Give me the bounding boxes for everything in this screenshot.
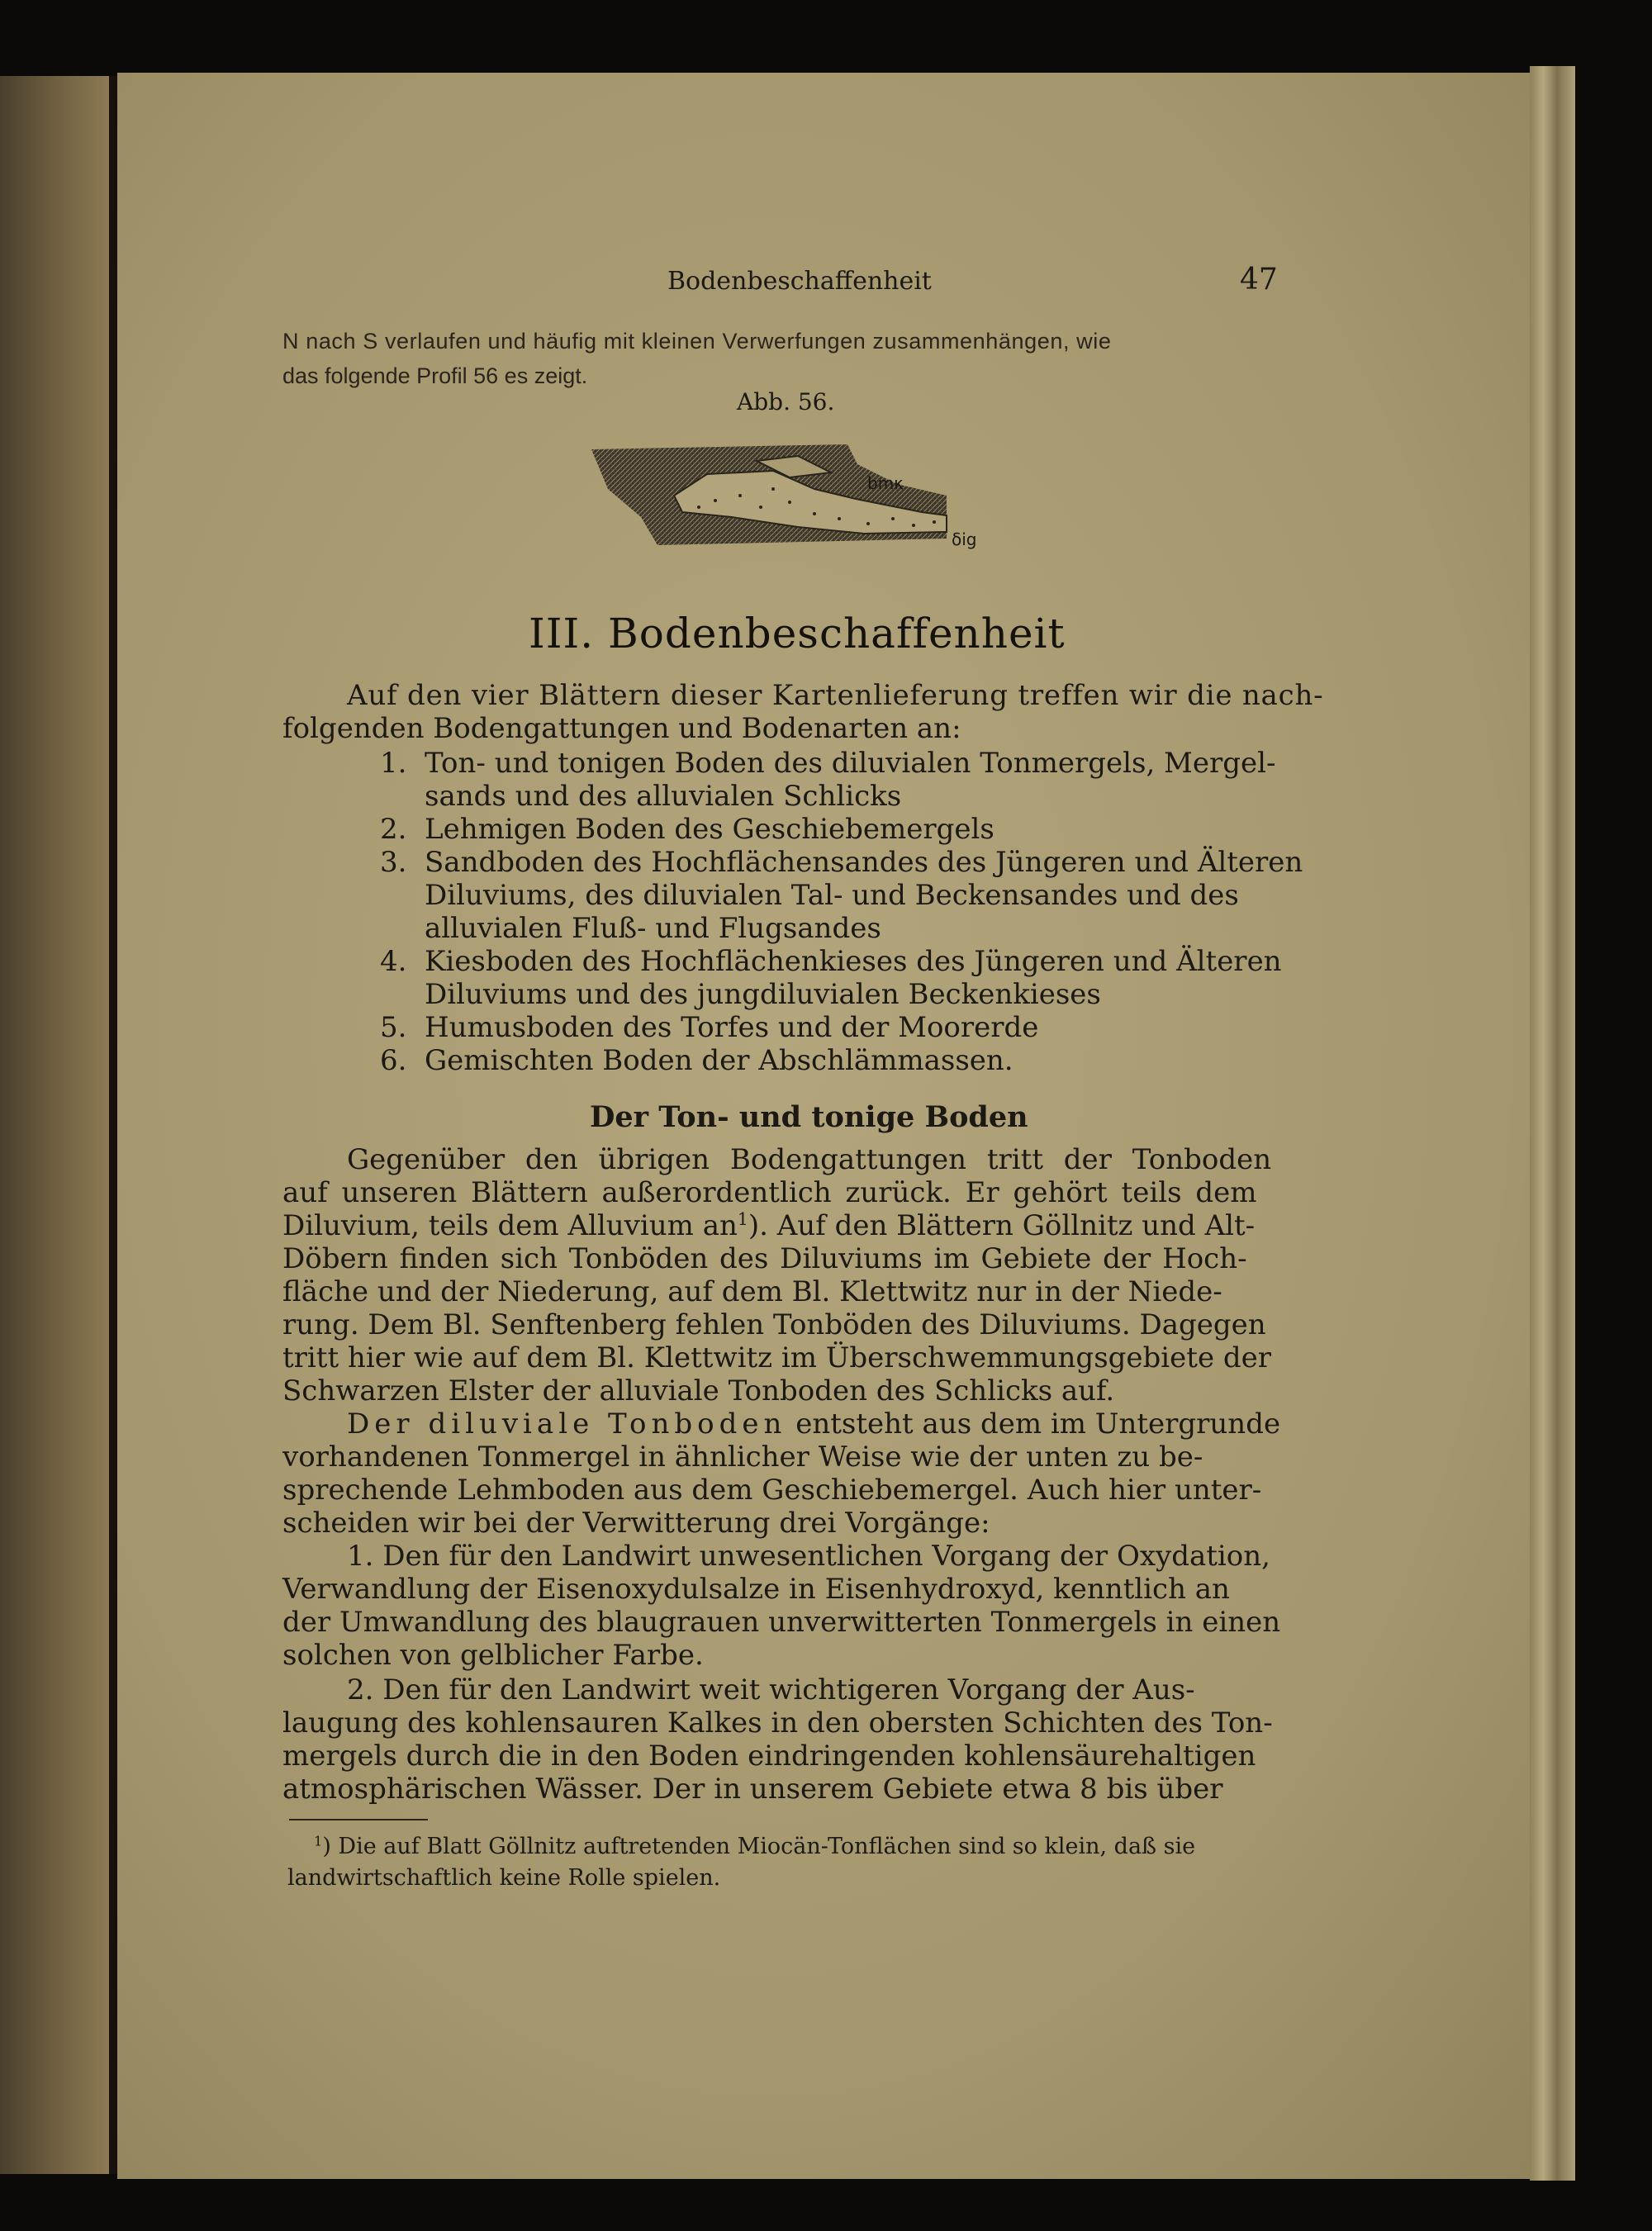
- p1-line-7: tritt hier wie auf dem Bl. Klettwitz im Überschwemmungsgebiete der: [282, 1341, 1272, 1374]
- p2-line-1: [347, 1407, 1280, 1441]
- p1-line-6: rung. Dem Bl. Senftenberg fehlen Tonböden des Diluviums. Dagegen: [282, 1308, 1266, 1341]
- figure-label-lower: δig: [952, 529, 977, 549]
- p1-line-8: Schwarzen Elster der alluviale Tonboden des Schlicks auf.: [282, 1374, 1115, 1407]
- p1-line-4: Döbern finden sich Tonböden des Diluviums im Gebiete der Hoch-: [282, 1242, 1247, 1275]
- p3-line-4: solchen von gelblicher Farbe.: [282, 1639, 704, 1672]
- geological-profile-figure: [583, 441, 988, 565]
- list-item-1-line-2: sands und des alluvialen Schlicks: [425, 780, 902, 813]
- p1-line-1: Gegenüber den übrigen Bodengattungen tritt der Tonboden: [347, 1143, 1272, 1176]
- p2-line-1-rest: entsteht aus dem im Untergrunde: [786, 1407, 1281, 1441]
- section-intro-line-1: Auf den vier Blättern dieser Kartenlieferung treffen wir die nach-: [347, 679, 1324, 712]
- p2-line-2: vorhandenen Tonmergel in ähnlicher Weise wie der unten zu be-: [282, 1441, 1203, 1474]
- list-item-6-number: 6.: [380, 1044, 407, 1077]
- running-head: Bodenbeschaffenheit: [667, 267, 932, 296]
- list-item-3-line-3: alluvialen Fluß- und Flugsandes: [425, 912, 881, 945]
- page-stack-edge: [1530, 66, 1575, 2181]
- p2-line-3: sprechende Lehmboden aus dem Geschiebemergel. Auch hier unter-: [282, 1474, 1262, 1507]
- p3-line-3: der Umwandlung des blaugrauen unverwitterten Tonmergels in einen: [282, 1606, 1281, 1639]
- p1-line-2: auf unseren Blättern außerordentlich zurück. Er gehört teils dem: [282, 1176, 1257, 1209]
- p2-line-4: scheiden wir bei der Verwitterung drei Vorgänge:: [282, 1507, 990, 1540]
- intro-line-2: das folgende Profil 56 es zeigt.: [282, 363, 588, 388]
- p4-line-4: atmosphärischen Wässer. Der in unserem Gebiete etwa 8 bis über: [282, 1773, 1223, 1806]
- p2-spaced-term: Der diluviale Tonboden: [347, 1407, 787, 1441]
- p4-line-2: laugung des kohlensauren Kalkes in den obersten Schichten des Ton-: [282, 1706, 1273, 1740]
- list-item-6-line-1: Gemischten Boden der Abschlämmassen.: [425, 1044, 1014, 1077]
- footnote-line-2: landwirtschaftlich keine Rolle spielen.: [287, 1865, 721, 1891]
- left-page-edge: [0, 76, 112, 2174]
- section-heading: III. Bodenbeschaffenheit: [529, 610, 1066, 657]
- list-item-5-number: 5.: [380, 1011, 407, 1044]
- page-number: 47: [1240, 263, 1278, 297]
- p4-line-1: 2. Den für den Landwirt weit wichtigeren Vorgang der Aus-: [347, 1673, 1195, 1706]
- footnote-ref: 1: [737, 1208, 748, 1229]
- p1-line-3-text: Diluvium, teils dem Alluvium an: [282, 1209, 738, 1242]
- list-item-3-line-1: Sandboden des Hochflächensandes des Jüngeren und Älteren: [425, 846, 1303, 879]
- footnote-rule: [289, 1819, 428, 1820]
- intro-line-1: N nach S verlaufen und häufig mit kleinen Verwerfungen zusammenhängen, wie: [282, 329, 1112, 354]
- p1-line-3: [282, 1209, 1255, 1242]
- list-item-3-number: 3.: [380, 846, 407, 879]
- list-item-5-line-1: Humusboden des Torfes und der Moorerde: [425, 1011, 1039, 1044]
- p3-line-2: Verwandlung der Eisenoxydulsalze in Eisenhydroxyd, kenntlich an: [282, 1573, 1230, 1606]
- p1-line-5: fläche und der Niederung, auf dem Bl. Klettwitz nur in der Niede-: [282, 1275, 1222, 1308]
- list-item-2-line-1: Lehmigen Boden des Geschiebemergels: [425, 813, 995, 846]
- subsection-heading: Der Ton- und tonige Boden: [590, 1100, 1028, 1134]
- list-item-1-line-1: Ton- und tonigen Boden des diluvialen Tonmergels, Mergel-: [425, 747, 1276, 780]
- footnote-marker: 1: [314, 1833, 323, 1849]
- p4-line-3: mergels durch die in den Boden eindringenden kohlensäurehaltigen: [282, 1740, 1256, 1773]
- list-item-4-line-2: Diluviums und des jungdiluvialen Beckenkieses: [425, 978, 1101, 1011]
- list-item-4-line-1: Kiesboden des Hochflächenkieses des Jüngeren und Älteren: [425, 945, 1282, 978]
- figure-caption: Abb. 56.: [737, 388, 835, 415]
- list-item-4-number: 4.: [380, 945, 407, 978]
- p3-line-1: 1. Den für den Landwirt unwesentlichen Vorgang der Oxydation,: [347, 1540, 1270, 1573]
- list-item-3-line-2: Diluviums, des diluvialen Tal- und Beckensandes und des: [425, 879, 1239, 912]
- figure-label-upper: bmκ: [867, 473, 904, 493]
- p1-line-3-rest: ). Auf den Blättern Göllnitz und Alt-: [748, 1209, 1256, 1242]
- section-intro-line-2: folgenden Bodengattungen und Bodenarten an:: [282, 712, 961, 745]
- list-item-2-number: 2.: [380, 813, 407, 846]
- list-item-1-number: 1.: [380, 747, 407, 780]
- footnote-line-1: [314, 1834, 1195, 1859]
- footnote-line-1-text: ) Die auf Blatt Göllnitz auftretenden Miocän-Tonflächen sind so klein, daß sie: [322, 1834, 1196, 1859]
